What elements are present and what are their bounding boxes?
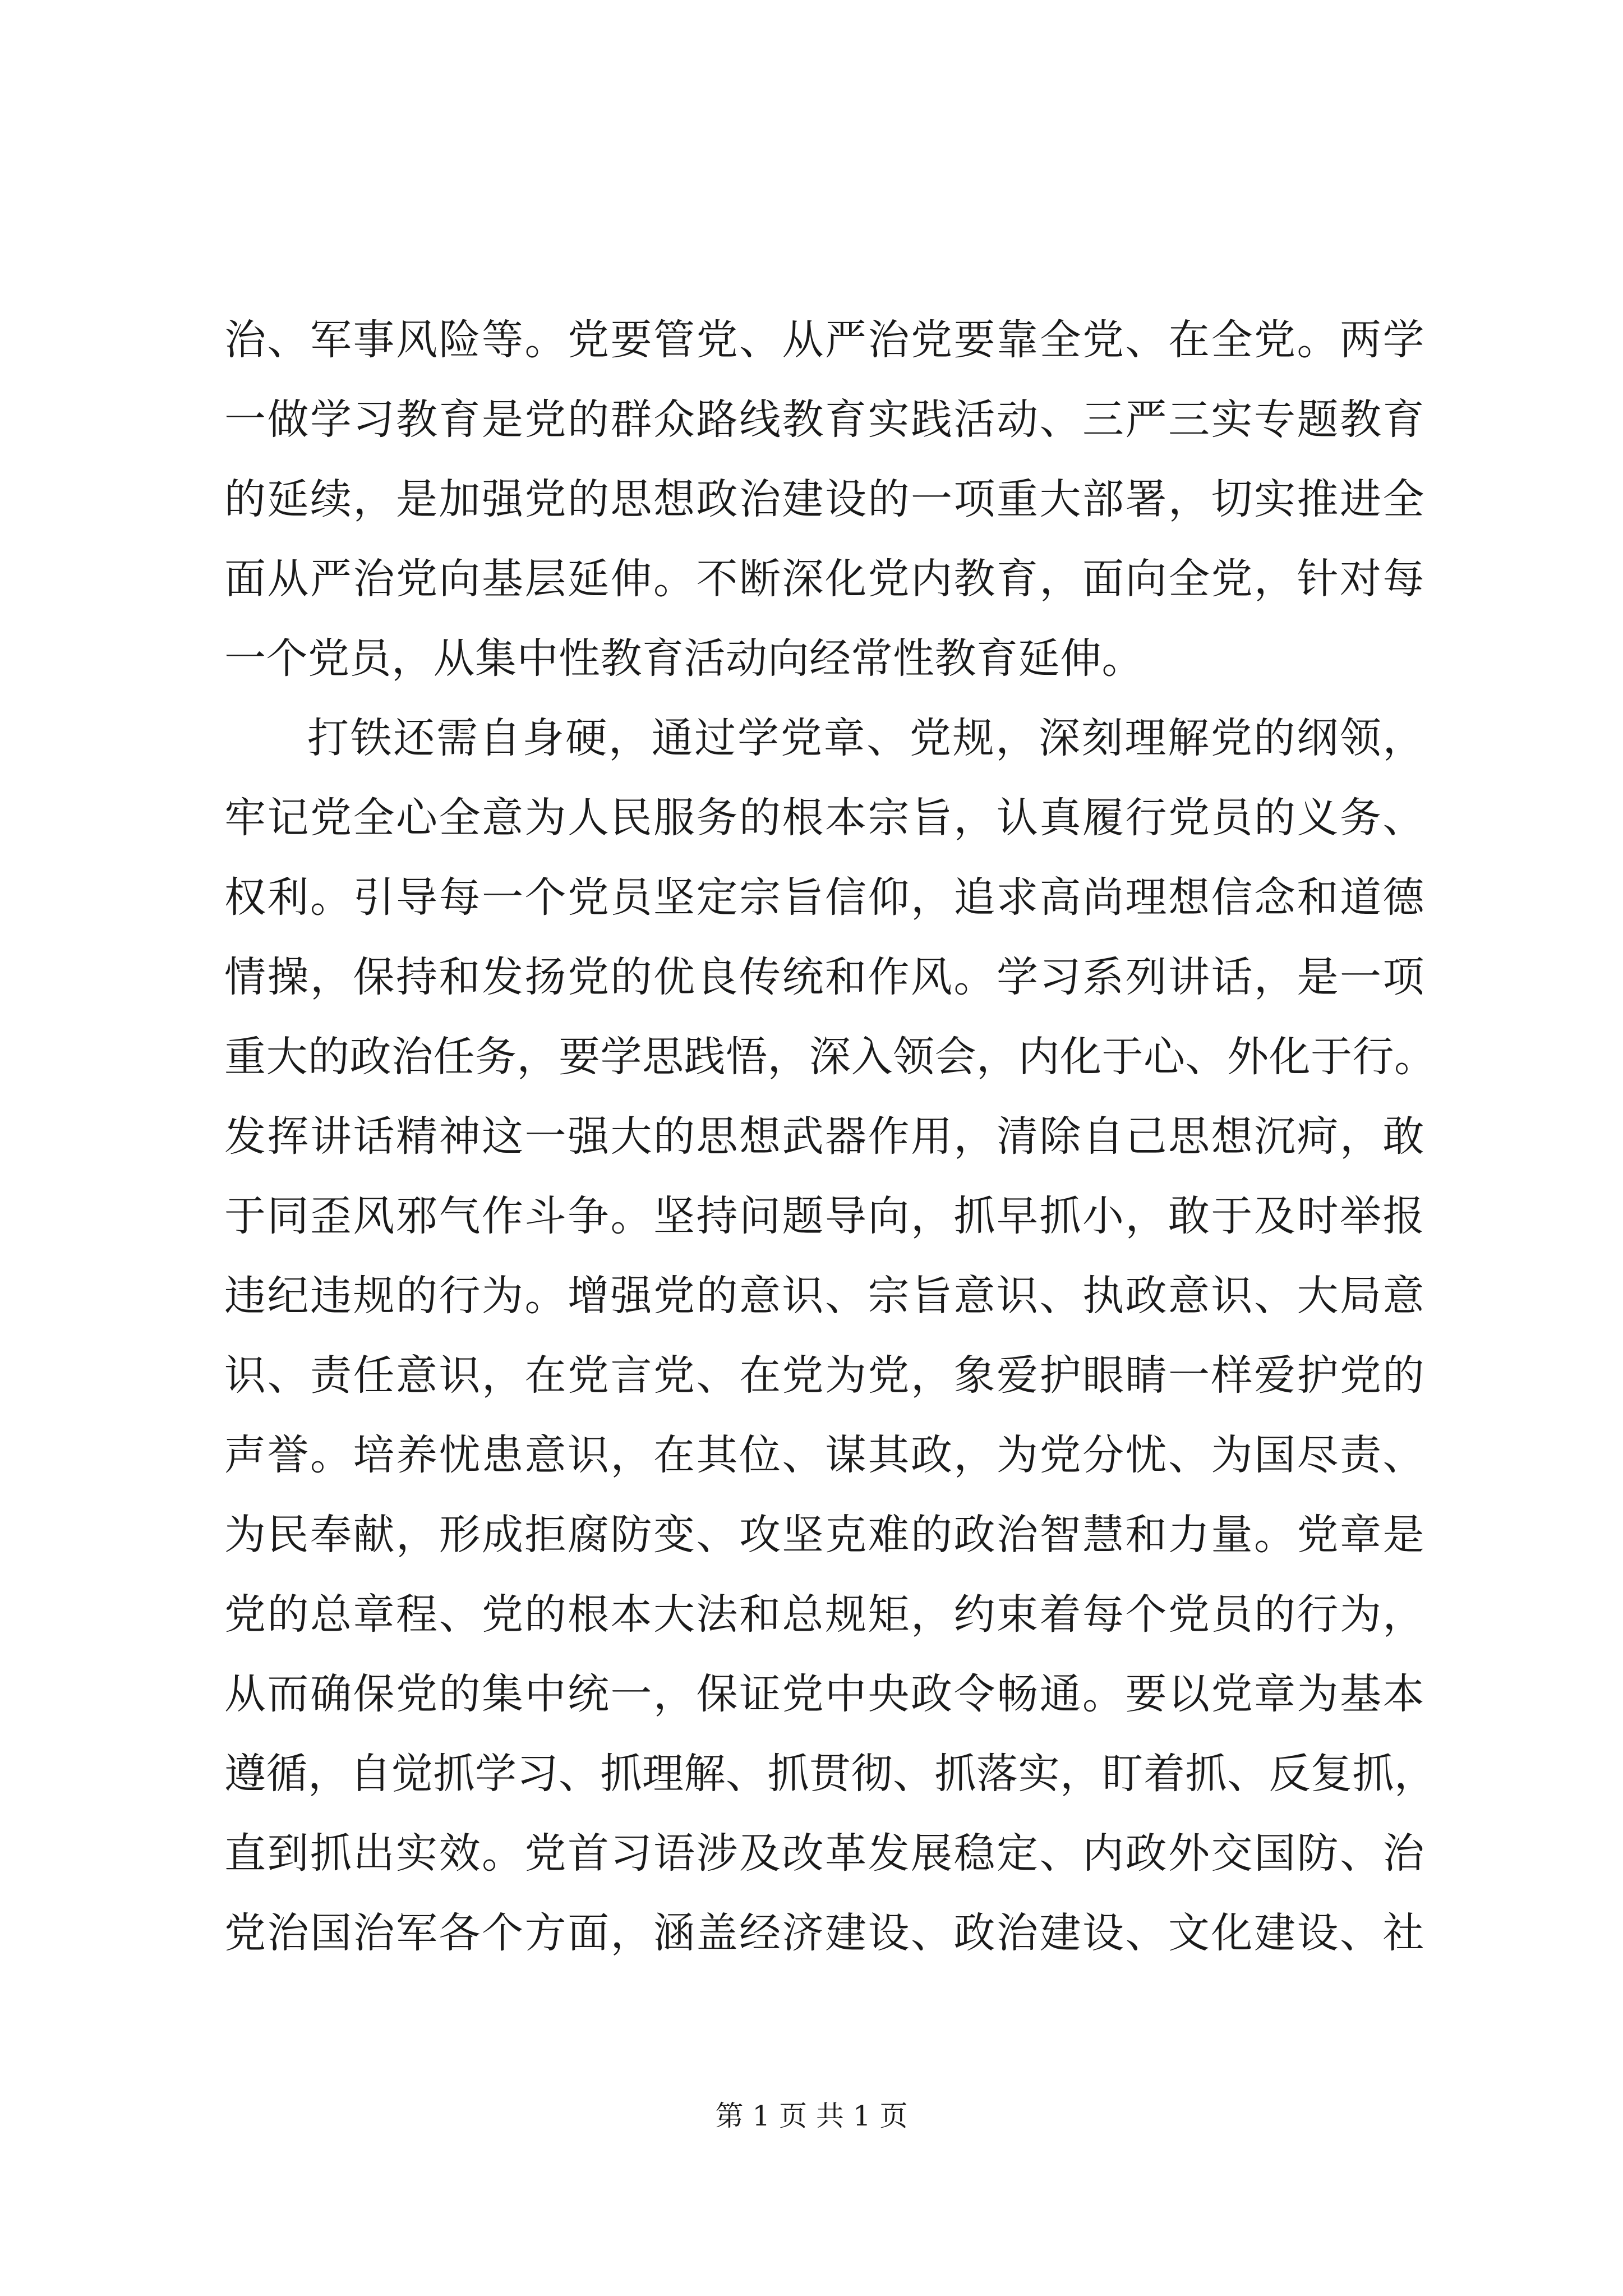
text-line: 情操，保持和发扬党的优良传统和作风。学习系列讲话，是一项 — [224, 953, 1424, 1001]
text-line: 党的总章程、党的根本大法和总规矩，约束着每个党员的行为， — [224, 1590, 1424, 1639]
text-line: 发挥讲话精神这一强大的思想武器作用，清除自己思想沉疴，敢 — [224, 1112, 1424, 1161]
text-line: 识、责任意识，在党言党、在党为党，象爱护眼睛一样爱护党的 — [224, 1351, 1424, 1400]
page-footer — [0, 2099, 1623, 2133]
text-line: 牢记党全心全意为人民服务的根本宗旨，认真履行党员的义务、 — [224, 794, 1424, 842]
text-line: 一个党员，从集中性教育活动向经常性教育延伸。 — [224, 634, 1144, 683]
text-line: 直到抓出实效。党首习语涉及改革发展稳定、内政外交国防、治 — [224, 1829, 1424, 1878]
text-line: 声誉。培养忧患意识，在其位、谋其政，为党分忧、为国尽责、 — [224, 1431, 1424, 1479]
body-text — [224, 300, 1436, 1973]
text-line: 的延续，是加强党的思想政治建设的一项重大部署，切实推进全 — [224, 475, 1424, 523]
text-line: 治、军事风险等。党要管党、从严治党要靠全党、在全党。两学 — [224, 316, 1424, 364]
text-line: 党治国治军各个方面，涵盖经济建设、政治建设、文化建设、社 — [224, 1909, 1424, 1957]
text-line: 从而确保党的集中统一，保证党中央政令畅通。要以党章为基本 — [224, 1670, 1424, 1718]
paragraph-first-line: 打铁还需自身硬，通过学党章、党规，深刻理解党的纲领， — [307, 714, 1424, 762]
page-number-label: 第 1 页 共 1 页 — [715, 2100, 908, 2132]
text-line: 重大的政治任务，要学思践悟，深入领会，内化于心、外化于行。 — [224, 1033, 1436, 1081]
text-line: 面从严治党向基层延伸。不断深化党内教育，面向全党，针对每 — [224, 555, 1424, 603]
text-line: 一做学习教育是党的群众路线教育实践活动、三严三实专题教育 — [224, 395, 1424, 444]
text-line: 为民奉献，形成拒腐防变、攻坚克难的政治智慧和力量。党章是 — [224, 1511, 1424, 1559]
text-line: 遵循，自觉抓学习、抓理解、抓贯彻、抓落实，盯着抓、反复抓， — [224, 1750, 1436, 1798]
text-line: 于同歪风邪气作斗争。坚持问题导向，抓早抓小，敢于及时举报 — [224, 1192, 1424, 1240]
text-line: 违纪违规的行为。增强党的意识、宗旨意识、执政意识、大局意 — [224, 1272, 1424, 1320]
text-line: 权利。引导每一个党员坚定宗旨信仰，追求高尚理想信念和道德 — [224, 873, 1424, 922]
